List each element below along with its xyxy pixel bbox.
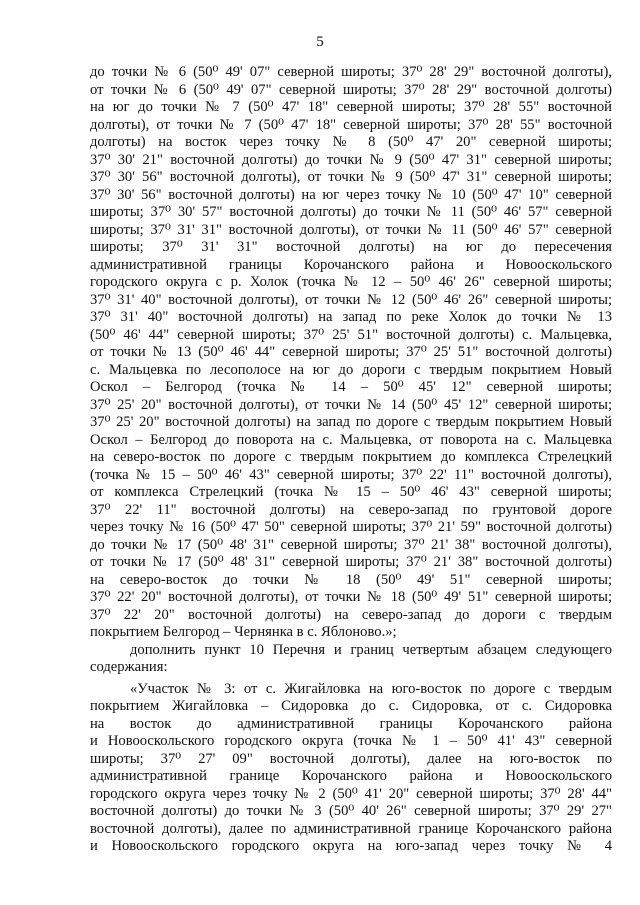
text-line: широты; 37⁰ 31' 31" восточной долготы) на юг до пересечения (90, 239, 612, 255)
text-line: покрытием Жигайловка – Сидоровка до с. Сидоровка, от с. Сидоровка (90, 698, 612, 714)
text-line: широты; 37⁰ 30' 57" восточной долготы) до точки № 11 (50⁰ 46' 57" северной (90, 204, 612, 220)
text-line: от точки № 6 (50⁰ 49' 07" северной широты; 37⁰ 28' 29" восточной долготы) (90, 81, 612, 98)
text-line: городского округа с р. Холок (точка № 12 – 50⁰ 46' 26" северной широты; (90, 274, 612, 290)
text-line: широты; 37⁰ 31' 31" восточной долготы), от точки № 11 (50⁰ 46' 57" северной (90, 221, 612, 238)
text-line: административной границы Корочанского района и Новооскольского (90, 256, 612, 273)
text-line: (точка № 15 – 50⁰ 46' 43" северной широты; 37⁰ 22' 11" восточной долготы), (90, 466, 612, 483)
text-line: на восток до административной границы Корочанского района (90, 715, 612, 732)
text-line: 37⁰ 22' 20" восточной долготы), от точки № 18 (50⁰ 49' 51" северной широты; (90, 589, 612, 605)
text-line: 37⁰ 30' 56" восточной долготы) на юг через точку № 10 (50⁰ 47' 10" северной (90, 186, 612, 203)
text-line: на юг до точки № 7 (50⁰ 47' 18" северной широты; 37⁰ 28' 55" восточной (90, 99, 612, 115)
text-line: содержания: (90, 659, 168, 675)
text-line: «Участок № 3: от с. Жигайловка на юго-восток по дороге с твердым (130, 680, 612, 697)
text-line: Оскол – Белгород (точка № 14 – 50⁰ 45' 12" северной широты; (90, 379, 612, 395)
text-line: (50⁰ 46' 44" северной широты; 37⁰ 25' 51" восточной долготы) с. Мальцевка, (90, 326, 612, 343)
text-line: широты; 37⁰ 27' 09" восточной долготы), далее на юго-восток по (90, 750, 612, 767)
text-line: 37⁰ 22' 11" восточной долготы) на северо-запад по грунтовой дороге (90, 501, 612, 518)
text-line: через точку № 16 (50⁰ 47' 50" северной широты; 37⁰ 21' 59" восточной долготы) (90, 519, 612, 535)
text-line: городского округа через точку № 2 (50⁰ 41' 20" северной широты; 37⁰ 28' 44" (90, 785, 612, 802)
text-line: и Новооскольского городского округа (точка № 1 – 50⁰ 41' 43" северной (90, 733, 612, 749)
text-line: на северо-восток до точки № 18 (50⁰ 49' 51" северной широты; (90, 571, 612, 588)
text-line: административной границе Корочанского района и Новооскольского (90, 768, 612, 784)
page-number: 5 (316, 34, 324, 50)
text-line: 37⁰ 25' 20" восточной долготы), от точки № 14 (50⁰ 45' 12" северной широты; (90, 396, 612, 413)
paragraph-3 (90, 681, 612, 856)
text-line: Оскол – Белгород до поворота на с. Мальцевка, от поворота на с. Мальцевка (90, 431, 612, 448)
text-line: 37⁰ 30' 56" восточной долготы), от точки № 9 (50⁰ 47' 31" северной широты; (90, 169, 612, 185)
document-body (90, 64, 612, 856)
text-line: 37⁰ 25' 20" восточной долготы) на запад по дороге с твердым покрытием Новый (90, 414, 612, 430)
paragraph-1 (90, 64, 612, 642)
text-line: и Новооскольского городского округа на юго-запад через точку № 4 (90, 838, 612, 854)
paragraph-2 (90, 642, 612, 677)
text-line: долготы), от точки № 7 (50⁰ 47' 18" северной широты; 37⁰ 28' 55" восточной (90, 116, 612, 133)
text-line: до точки № 6 (50⁰ 49' 07" северной широты; 37⁰ 28' 29" восточной долготы), (90, 64, 612, 80)
text-line: от точки № 17 (50⁰ 48' 31" северной широты; 37⁰ 21' 38" восточной долготы) (90, 554, 612, 570)
text-line: 37⁰ 30' 21" восточной долготы) до точки № 9 (50⁰ 47' 31" северной широты; (90, 151, 612, 168)
text-line: от комплекса Стрелецкий (точка № 15 – 50⁰ 46' 43" северной широты; (90, 484, 612, 500)
text-line: долготы) на восток через точку № 8 (50⁰ 47' 20" северной широты; (90, 134, 612, 150)
text-line: 37⁰ 31' 40" восточной долготы) на запад по реке Холок до точки № 13 (90, 309, 612, 325)
text-line: восточной долготы) до точки № 3 (50⁰ 40' 26" северной широты; 37⁰ 29' 27" (90, 803, 612, 819)
text-line: до точки № 17 (50⁰ 48' 31" северной широты; 37⁰ 21' 38" восточной долготы), (90, 536, 612, 553)
text-line: 37⁰ 31' 40" восточной долготы), от точки № 12 (50⁰ 46' 26" северной широты; (90, 291, 612, 308)
text-line: покрытием Белгород – Чернянка в с. Яблоново.»; (90, 624, 397, 640)
text-line: на северо-восток по дороге с твердым покрытием до комплекса Стрелецкий (90, 449, 612, 465)
text-line: 37⁰ 22' 20" восточной долготы) на северо-запад до дороги с твердым (90, 606, 612, 623)
text-line: дополнить пункт 10 Перечня и границ четвертым абзацем следующего (130, 641, 612, 658)
text-line: от точки № 13 (50⁰ 46' 44" северной широты; 37⁰ 25' 51" восточной долготы) (90, 344, 612, 360)
text-line: восточной долготы), далее по административной границе Корочанского района (90, 820, 612, 837)
text-line: с. Мальцевка по лесополосе на юг до дороги с твердым покрытием Новый (90, 361, 612, 378)
